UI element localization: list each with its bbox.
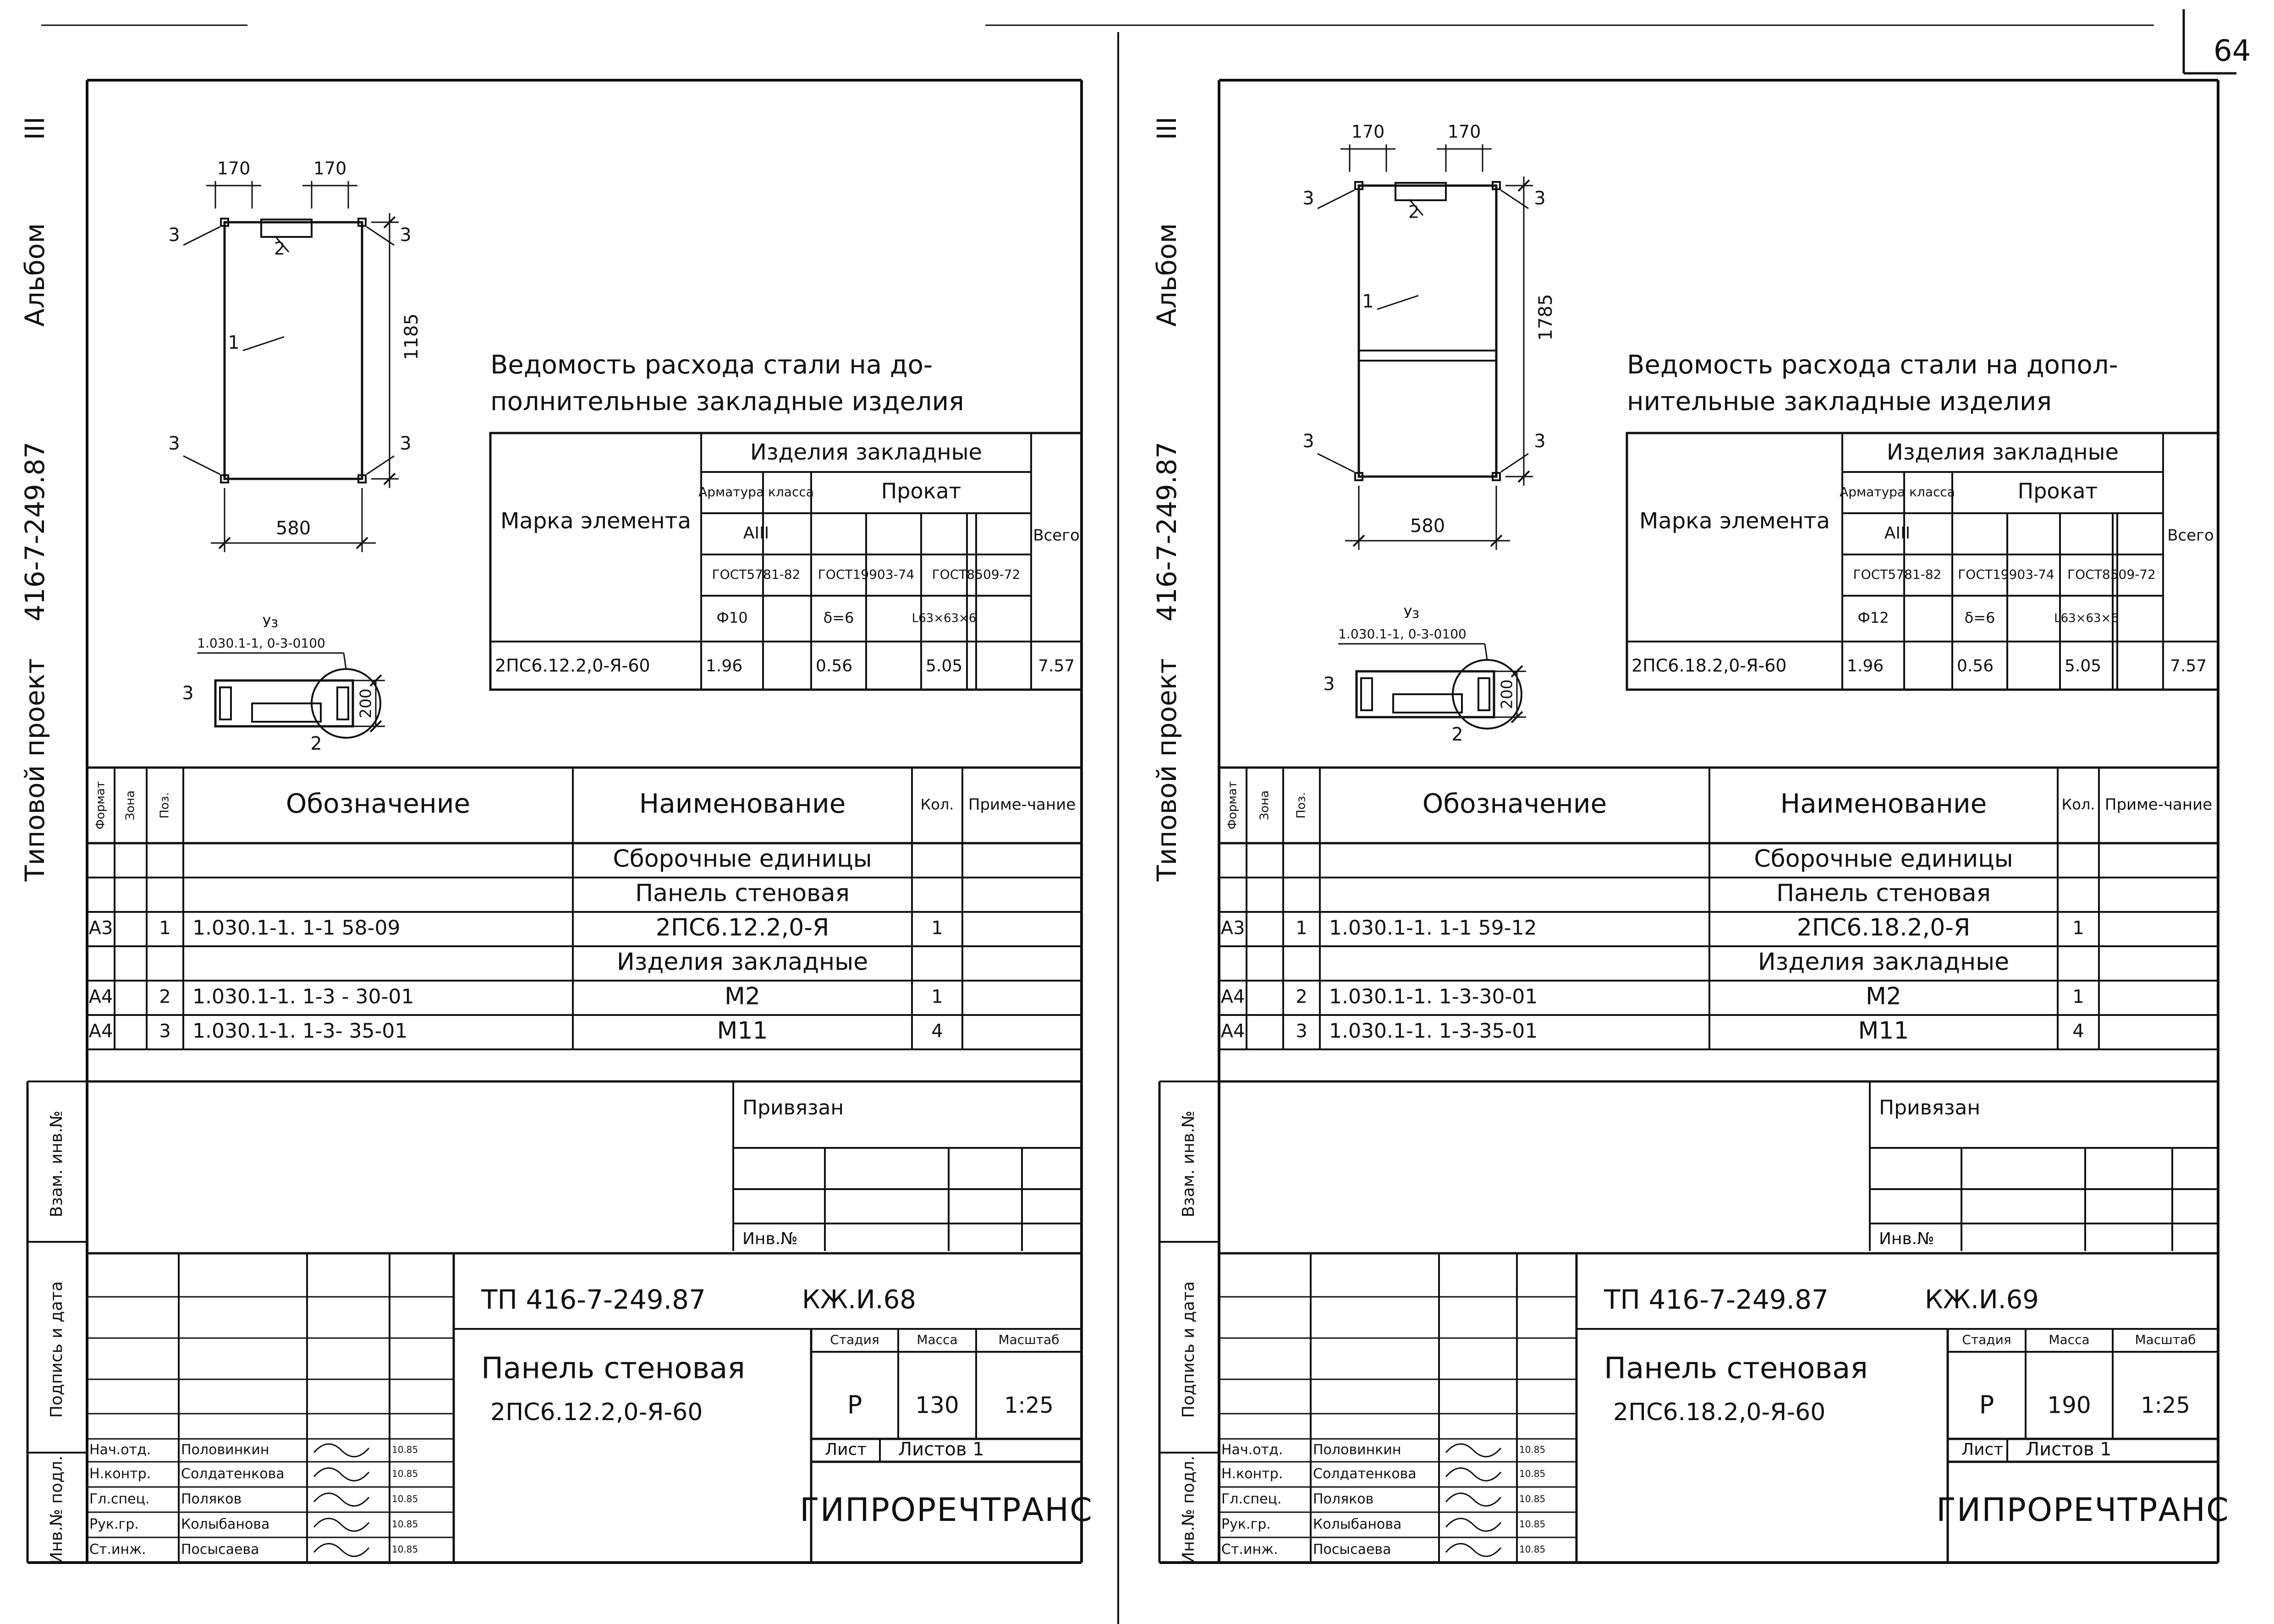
leader-label-2: 2 — [274, 238, 286, 259]
bom-cell-qty: 1 — [931, 986, 943, 1008]
signer-role: Н.контр. — [1221, 1466, 1283, 1482]
signature-scribble — [314, 1493, 369, 1506]
signature-scribble — [314, 1468, 369, 1481]
spec-standard: ГОСТ19903-74 — [1958, 567, 2054, 582]
panel-outline — [1359, 186, 1496, 477]
leader-line — [1485, 644, 1487, 660]
bom-cell-name: Панель стеновая — [1776, 879, 1991, 907]
bom-cell-name: Изделия закладные — [1758, 948, 2010, 976]
signer-date: 10.85 — [1519, 1519, 1546, 1530]
signer-role: Рук.гр. — [89, 1516, 139, 1532]
bom-header: Наименование — [639, 788, 846, 819]
signer-date: 10.85 — [392, 1493, 418, 1504]
signer-role: Ст.инж. — [1221, 1542, 1278, 1558]
signature-scribble — [1446, 1544, 1501, 1557]
dimension-top-a: 170 — [217, 158, 251, 179]
stamp-cell-label: Подпись и дата — [47, 1281, 66, 1418]
titleblock-masshtab-label: Масштаб — [998, 1332, 1060, 1347]
signer-role: Рук.гр. — [1221, 1516, 1271, 1532]
leader-line — [1318, 190, 1354, 208]
album-label: Альбом — [19, 223, 51, 327]
project-label: Типовой проект — [1151, 658, 1183, 882]
leader-label-1: 1 — [1362, 291, 1374, 312]
titleblock-name: Панель стеновая — [481, 1351, 745, 1386]
spec-cell: 1.96 — [1847, 657, 1884, 675]
titleblock-stadiya-label: Стадия — [1962, 1332, 2011, 1347]
section-plate — [1478, 678, 1489, 710]
bom-cell-name: 2ПС6.18.2,0-Я — [1796, 914, 1971, 942]
leader-label-3: 3 — [1302, 188, 1314, 209]
stamp-cell-label: Взам. инв.№ — [1179, 1110, 1198, 1218]
inventory-label: Инв.№ — [1879, 1229, 1934, 1248]
bom-header: Кол. — [920, 796, 954, 813]
bom-cell-fmt: А4 — [1220, 1020, 1245, 1042]
spec-col-total: Всего — [2167, 526, 2214, 545]
dimension-top-b: 170 — [313, 158, 347, 179]
titleblock-org: ГИПРОРЕЧТРАНС — [1936, 1491, 2230, 1529]
inventory-label: Инв.№ — [742, 1229, 798, 1248]
bom-cell-code: 1.030.1-1. 1-1 58-09 — [192, 916, 401, 940]
signer-name: Половинкин — [181, 1442, 269, 1458]
section-plate-m2 — [1393, 694, 1462, 713]
titleblock-list-label: Лист — [825, 1440, 867, 1459]
spec-sub-armatura: Арматура класса — [1840, 484, 1955, 499]
signer-name: Посысаева — [181, 1542, 259, 1558]
signer-role: Ст.инж. — [89, 1542, 146, 1558]
dimension-section: 200 — [1498, 679, 1516, 709]
titleblock-massa: 130 — [915, 1392, 959, 1419]
signer-name: Поляков — [1313, 1491, 1374, 1507]
dimension-section: 200 — [357, 688, 375, 719]
signer-role: Нач.отд. — [1221, 1442, 1283, 1458]
spec-class: АIII — [1884, 524, 1911, 543]
leader-label-1: 1 — [228, 332, 240, 353]
titleblock-stadiya: Р — [847, 1390, 862, 1420]
bom-cell-pos: 2 — [159, 986, 171, 1008]
spec-group: Изделия закладные — [750, 439, 983, 465]
spec-sub-prokat: Прокат — [881, 478, 961, 504]
bom-header: Поз. — [1294, 792, 1308, 819]
bom-cell-code: 1.030.1-1. 1-3-35-01 — [1329, 1019, 1538, 1043]
project-label: Типовой проект — [19, 658, 51, 882]
signer-date: 10.85 — [1519, 1493, 1546, 1504]
signature-scribble — [1446, 1519, 1501, 1531]
spec-row-mark: 2ПС6.18.2,0-Я-60 — [1631, 655, 1787, 676]
titleblock-sheet-code: КЖ.И.69 — [1925, 1285, 2039, 1315]
spec-cell-total: 7.57 — [2170, 657, 2207, 675]
spec-title: нительные закладные изделия — [1627, 387, 2052, 417]
spec-standard: ГОСТ5781-82 — [712, 567, 801, 582]
dimension-height: 1185 — [401, 313, 422, 360]
bom-cell-name: М2 — [1866, 982, 1901, 1010]
album-label: Альбом — [1151, 223, 1183, 327]
titleblock-org: ГИПРОРЕЧТРАНС — [800, 1491, 1093, 1529]
leader-line — [344, 653, 346, 669]
spec-size: L63×63×6 — [2054, 611, 2119, 625]
section-plate — [220, 687, 231, 719]
titleblock-masshtab: 1:25 — [2141, 1393, 2190, 1418]
bom-cell-fmt: А4 — [88, 986, 113, 1008]
titleblock-masshtab: 1:25 — [1004, 1393, 1054, 1418]
bom-header: Кол. — [2061, 796, 2095, 813]
titleblock-listov-label: Листов 1 — [2026, 1439, 2112, 1460]
section-label-2: 2 — [310, 733, 322, 754]
titleblock-massa-label: Масса — [917, 1332, 958, 1347]
signer-name: Поляков — [181, 1491, 242, 1507]
titleblock-mark: 2ПС6.18.2,0-Я-60 — [1613, 1399, 1826, 1426]
spec-size: Ф10 — [716, 609, 748, 626]
titleblock-name: Панель стеновая — [1604, 1351, 1868, 1386]
signer-date: 10.85 — [1519, 1544, 1546, 1555]
album-number: III — [1151, 116, 1183, 140]
spec-cell: 0.56 — [816, 657, 853, 675]
signer-date: 10.85 — [392, 1519, 418, 1530]
dimension-top-a: 170 — [1351, 121, 1385, 142]
signer-name: Солдатенкова — [1313, 1466, 1417, 1482]
bom-header: Поз. — [158, 792, 172, 819]
titleblock-massa-label: Масса — [2049, 1332, 2090, 1347]
stamp-cell-label: Взам. инв.№ — [47, 1110, 66, 1218]
section-label-3: 3 — [1323, 674, 1335, 695]
spec-standard: ГОСТ5781-82 — [1853, 567, 1942, 582]
spec-cell: 5.05 — [2065, 657, 2102, 675]
titleblock-stadiya-label: Стадия — [830, 1332, 879, 1347]
bom-cell-code: 1.030.1-1. 1-3- 35-01 — [192, 1019, 408, 1043]
bom-header: Формат — [1225, 781, 1240, 830]
bom-cell-qty: 1 — [2072, 986, 2084, 1008]
project-number: 416-7-249.87 — [1151, 441, 1183, 622]
leader-label-3: 3 — [1534, 188, 1546, 209]
bom-cell-name: Сборочные единицы — [1754, 845, 2013, 873]
dimension-width: 580 — [1410, 516, 1445, 537]
privyazan-label: Привязан — [742, 1096, 844, 1119]
leader-label-3: 3 — [400, 225, 412, 246]
spec-cell-total: 7.57 — [1038, 657, 1075, 675]
leader-label-3: 3 — [1534, 431, 1546, 452]
bom-cell-name: М11 — [717, 1017, 768, 1045]
section-plate — [337, 687, 348, 719]
signer-role: Гл.спец. — [89, 1491, 150, 1507]
bom-cell-pos: 3 — [159, 1020, 171, 1042]
bom-cell-pos: 1 — [159, 917, 171, 939]
sheet-left — [19, 80, 1093, 1564]
bom-header: Наименование — [1780, 788, 1987, 819]
dimension-top-b: 170 — [1447, 121, 1481, 142]
bom-cell-fmt: А4 — [1220, 986, 1245, 1008]
bom-cell-qty: 1 — [931, 917, 943, 939]
stamp-cell-label: Инв.№ подл. — [1179, 1455, 1198, 1564]
reference-mark: Уз — [262, 614, 279, 631]
spec-row-mark: 2ПС6.12.2,0-Я-60 — [495, 655, 650, 676]
section-label-3: 3 — [182, 683, 194, 704]
signer-name: Половинкин — [1313, 1442, 1401, 1458]
bom-cell-pos: 1 — [1296, 917, 1307, 939]
spec-cell: 1.96 — [706, 657, 743, 675]
panel-outline — [225, 222, 362, 479]
bom-cell-qty: 1 — [2072, 917, 2084, 939]
signer-date: 10.85 — [392, 1444, 418, 1455]
spec-col-total: Всего — [1033, 526, 1080, 545]
reference-code: 1.030.1-1, 0-3-0100 — [1338, 626, 1467, 642]
signer-name: Солдатенкова — [181, 1466, 285, 1482]
spec-size: δ=6 — [1964, 609, 1995, 626]
leader-line — [1377, 296, 1418, 309]
titleblock-doc-code: ТП 416-7-249.87 — [481, 1284, 706, 1316]
titleblock-stadiya: Р — [1979, 1390, 1994, 1420]
bom-cell-pos: 2 — [1296, 986, 1307, 1008]
bom-cell-name: Панель стеновая — [635, 879, 850, 907]
signer-date: 10.85 — [1519, 1468, 1546, 1479]
titleblock-listov-label: Листов 1 — [898, 1439, 984, 1460]
bom-cell-name: Изделия закладные — [616, 948, 868, 976]
signer-date: 10.85 — [392, 1468, 418, 1479]
spec-title: полнительные закладные изделия — [490, 387, 964, 417]
bom-cell-name: М11 — [1858, 1017, 1909, 1045]
stamp-cell-label: Подпись и дата — [1179, 1281, 1198, 1418]
signature-scribble — [1446, 1493, 1501, 1506]
spec-group: Изделия закладные — [1886, 439, 2119, 465]
spec-class: АIII — [743, 524, 769, 543]
spec-size: L63×63×6 — [912, 611, 977, 625]
bom-cell-name: М2 — [725, 982, 760, 1010]
bom-cell-name: Сборочные единицы — [613, 845, 872, 873]
spec-standard: ГОСТ8509-72 — [2067, 567, 2156, 582]
signer-name: Колыбанова — [181, 1516, 270, 1532]
leader-line — [183, 227, 220, 245]
bom-header: Формат — [93, 781, 108, 830]
page-number: 64 — [2214, 34, 2251, 68]
signature-scribble — [314, 1444, 369, 1457]
bom-cell-name: 2ПС6.12.2,0-Я — [655, 914, 829, 942]
section-plate — [1361, 678, 1372, 710]
titleblock-sheet-code: КЖ.И.68 — [802, 1285, 916, 1315]
titleblock-masshtab-label: Масштаб — [2135, 1332, 2196, 1347]
spec-standard: ГОСТ19903-74 — [818, 567, 915, 582]
leader-label-3: 3 — [168, 225, 180, 246]
bom-cell-code: 1.030.1-1. 1-1 59-12 — [1329, 916, 1537, 940]
leader-line — [183, 456, 220, 474]
leader-label-3: 3 — [1302, 431, 1314, 452]
bom-header: Приме-чание — [968, 796, 1076, 814]
project-number: 416-7-249.87 — [19, 441, 51, 622]
dimension-height: 1785 — [1535, 294, 1556, 341]
signer-role: Н.контр. — [89, 1466, 151, 1482]
reference-code: 1.030.1-1, 0-3-0100 — [197, 636, 325, 651]
bom-header: Зона — [123, 790, 137, 821]
titleblock-list-label: Лист — [1961, 1440, 2004, 1459]
leader-line — [1318, 454, 1354, 472]
spec-title: Ведомость расхода стали на до- — [490, 350, 933, 380]
bom-cell-code: 1.030.1-1. 1-3 - 30-01 — [192, 985, 414, 1009]
bom-header: Обозначение — [1422, 788, 1607, 819]
titleblock-mark: 2ПС6.12.2,0-Я-60 — [490, 1399, 703, 1426]
signature-scribble — [314, 1544, 369, 1557]
spec-title: Ведомость расхода стали на допол- — [1627, 350, 2118, 380]
bom-cell-fmt: А3 — [88, 917, 113, 939]
section-plate-m2 — [252, 703, 321, 722]
bom-cell-qty: 4 — [931, 1020, 943, 1042]
leader-label-3: 3 — [168, 433, 180, 454]
signer-date: 10.85 — [1519, 1444, 1546, 1455]
sheet-right — [1151, 80, 2230, 1564]
signer-name: Колыбанова — [1313, 1516, 1402, 1532]
signature-scribble — [314, 1519, 369, 1531]
bom-cell-fmt: А4 — [88, 1020, 113, 1042]
signature-scribble — [1446, 1468, 1501, 1481]
spec-col-mark: Марка элемента — [500, 508, 692, 534]
titleblock-doc-code: ТП 416-7-249.87 — [1604, 1284, 1829, 1316]
signer-role: Нач.отд. — [89, 1442, 151, 1458]
spec-cell: 5.05 — [926, 657, 963, 675]
leader-line — [243, 337, 284, 351]
leader-label-3: 3 — [400, 433, 412, 454]
bom-header: Зона — [1258, 790, 1272, 821]
bom-cell-qty: 4 — [2072, 1020, 2084, 1042]
spec-sub-prokat: Прокат — [2017, 478, 2098, 504]
signer-name: Посысаева — [1313, 1542, 1391, 1558]
leader-label-2: 2 — [1408, 202, 1420, 222]
section-label-2: 2 — [1451, 724, 1463, 745]
privyazan-label: Привязан — [1879, 1096, 1981, 1119]
dimension-width: 580 — [275, 518, 311, 539]
spec-sub-armatura: Арматура класса — [698, 484, 814, 499]
bom-cell-code: 1.030.1-1. 1-3-30-01 — [1329, 985, 1538, 1009]
spec-size: δ=6 — [823, 609, 854, 626]
bom-cell-pos: 3 — [1296, 1020, 1307, 1042]
bom-cell-fmt: А3 — [1220, 917, 1245, 939]
titleblock-massa: 190 — [2047, 1392, 2091, 1419]
signer-date: 10.85 — [392, 1544, 418, 1555]
stamp-cell-label: Инв.№ подл. — [47, 1455, 66, 1564]
spec-col-mark: Марка элемента — [1639, 508, 1830, 534]
reference-mark: Уз — [1403, 605, 1420, 622]
spec-cell: 0.56 — [1957, 657, 1994, 675]
signature-scribble — [1446, 1444, 1501, 1457]
signer-role: Гл.спец. — [1221, 1491, 1282, 1507]
album-number: III — [19, 116, 51, 140]
bom-header: Обозначение — [286, 788, 471, 819]
spec-size: Ф12 — [1857, 609, 1889, 626]
spec-standard: ГОСТ8509-72 — [932, 567, 1021, 582]
bom-header: Приме-чание — [2104, 796, 2213, 814]
